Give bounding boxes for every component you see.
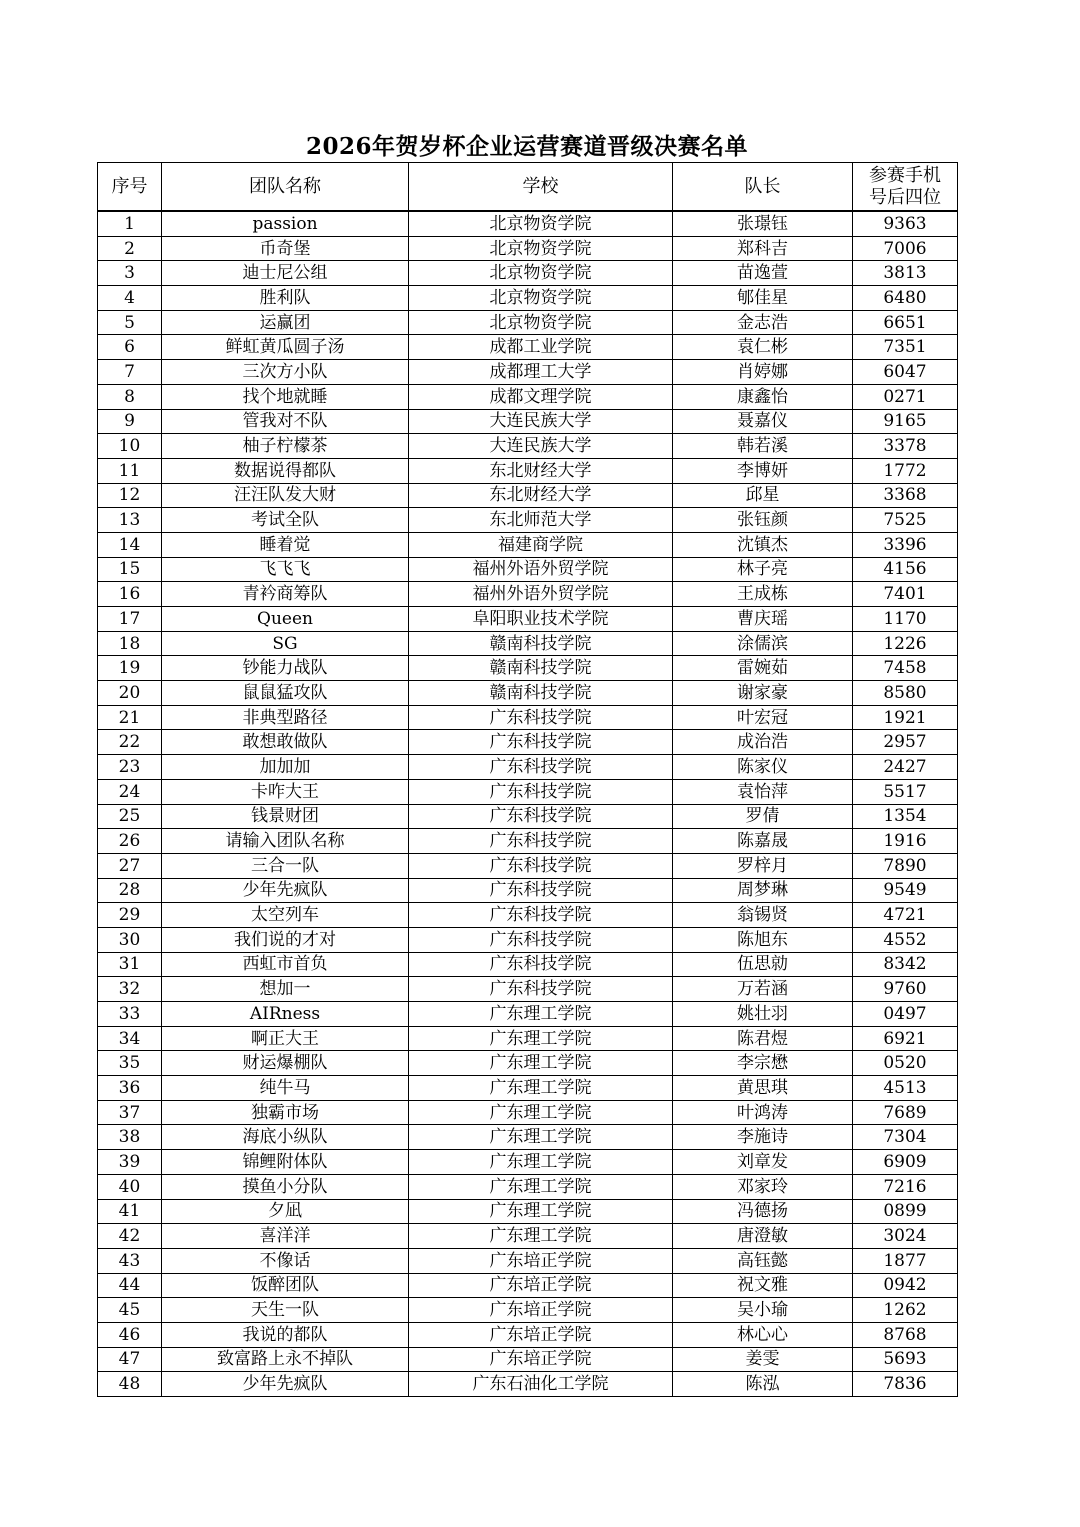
cell-index: 30 xyxy=(98,927,162,952)
header-phone-line1: 参赛手机 xyxy=(869,164,941,186)
cell-school: 广东石油化工学院 xyxy=(409,1372,673,1397)
table-row xyxy=(98,607,958,632)
cell-phone-last-four: 8768 xyxy=(853,1322,958,1347)
cell-phone-last-four: 6909 xyxy=(853,1150,958,1175)
cell-team-name: passion xyxy=(162,211,409,236)
cell-index: 2 xyxy=(98,236,162,261)
cell-index: 21 xyxy=(98,705,162,730)
table-row xyxy=(98,458,958,483)
cell-school: 广东培正学院 xyxy=(409,1347,673,1372)
cell-team-name: AIRness xyxy=(162,1002,409,1027)
cell-team-name: 饭醉团队 xyxy=(162,1273,409,1298)
cell-phone-last-four: 9760 xyxy=(853,977,958,1002)
cell-index: 28 xyxy=(98,878,162,903)
cell-index: 4 xyxy=(98,286,162,311)
header-team-name: 团队名称 xyxy=(162,163,409,212)
table-row xyxy=(98,261,958,286)
cell-team-name: 西虹市首负 xyxy=(162,952,409,977)
cell-phone-last-four: 7458 xyxy=(853,656,958,681)
table-row xyxy=(98,1174,958,1199)
table-row xyxy=(98,310,958,335)
table-row xyxy=(98,211,958,236)
cell-captain: 邱星 xyxy=(673,483,853,508)
cell-index: 44 xyxy=(98,1273,162,1298)
cell-phone-last-four: 6480 xyxy=(853,286,958,311)
cell-school: 广东理工学院 xyxy=(409,1150,673,1175)
cell-team-name: 加加加 xyxy=(162,755,409,780)
table-row xyxy=(98,631,958,656)
cell-school: 福建商学院 xyxy=(409,532,673,557)
cell-index: 24 xyxy=(98,779,162,804)
cell-captain: 金志浩 xyxy=(673,310,853,335)
table-row xyxy=(98,1100,958,1125)
cell-index: 33 xyxy=(98,1002,162,1027)
cell-captain: 李博妍 xyxy=(673,458,853,483)
document-title: 2026年贺岁杯企业运营赛道晋级决赛名单 xyxy=(305,133,748,160)
cell-team-name: 太空列车 xyxy=(162,903,409,928)
table-row xyxy=(98,360,958,385)
cell-index: 38 xyxy=(98,1125,162,1150)
cell-team-name: 致富路上永不掉队 xyxy=(162,1347,409,1372)
finalist-table xyxy=(97,162,958,1397)
cell-team-name: 钱景财团 xyxy=(162,804,409,829)
cell-school: 广东理工学院 xyxy=(409,1125,673,1150)
table-row xyxy=(98,483,958,508)
cell-index: 35 xyxy=(98,1051,162,1076)
table-row xyxy=(98,1076,958,1101)
cell-team-name: 飞飞飞 xyxy=(162,557,409,582)
table-row xyxy=(98,804,958,829)
cell-school: 赣南科技学院 xyxy=(409,656,673,681)
table-row xyxy=(98,1298,958,1323)
cell-captain: 陈旭东 xyxy=(673,927,853,952)
cell-team-name: 汪汪队发大财 xyxy=(162,483,409,508)
cell-phone-last-four: 1921 xyxy=(853,705,958,730)
cell-captain: 刘章发 xyxy=(673,1150,853,1175)
cell-team-name: 想加一 xyxy=(162,977,409,1002)
table-row xyxy=(98,681,958,706)
cell-index: 23 xyxy=(98,755,162,780)
cell-phone-last-four: 7304 xyxy=(853,1125,958,1150)
table-row xyxy=(98,1347,958,1372)
cell-phone-last-four: 1772 xyxy=(853,458,958,483)
header-captain: 队长 xyxy=(673,163,853,212)
cell-team-name: 不像话 xyxy=(162,1248,409,1273)
cell-captain: 谢家豪 xyxy=(673,681,853,706)
cell-school: 广东科技学院 xyxy=(409,878,673,903)
cell-phone-last-four: 4513 xyxy=(853,1076,958,1101)
cell-index: 18 xyxy=(98,631,162,656)
cell-phone-last-four: 5517 xyxy=(853,779,958,804)
cell-team-name: 钞能力战队 xyxy=(162,656,409,681)
cell-captain: 高钰懿 xyxy=(673,1248,853,1273)
cell-school: 广东理工学院 xyxy=(409,1199,673,1224)
table-row xyxy=(98,878,958,903)
cell-captain: 林心心 xyxy=(673,1322,853,1347)
cell-team-name: 青衿商筹队 xyxy=(162,582,409,607)
cell-school: 广东科技学院 xyxy=(409,705,673,730)
cell-captain: 万若涵 xyxy=(673,977,853,1002)
table-row xyxy=(98,829,958,854)
cell-school: 广东科技学院 xyxy=(409,730,673,755)
cell-index: 7 xyxy=(98,360,162,385)
cell-index: 48 xyxy=(98,1372,162,1397)
cell-captain: 林子亮 xyxy=(673,557,853,582)
cell-phone-last-four: 4552 xyxy=(853,927,958,952)
cell-team-name: 数据说得都队 xyxy=(162,458,409,483)
cell-school: 北京物资学院 xyxy=(409,310,673,335)
table-row xyxy=(98,903,958,928)
cell-index: 37 xyxy=(98,1100,162,1125)
cell-phone-last-four: 9549 xyxy=(853,878,958,903)
cell-phone-last-four: 5693 xyxy=(853,1347,958,1372)
cell-index: 46 xyxy=(98,1322,162,1347)
cell-team-name: 卡咋大王 xyxy=(162,779,409,804)
cell-team-name: 胜利队 xyxy=(162,286,409,311)
cell-captain: 袁怡萍 xyxy=(673,779,853,804)
cell-team-name: 找个地就睡 xyxy=(162,384,409,409)
cell-phone-last-four: 8342 xyxy=(853,952,958,977)
table-row xyxy=(98,927,958,952)
table-row xyxy=(98,409,958,434)
cell-school: 广东培正学院 xyxy=(409,1298,673,1323)
cell-index: 31 xyxy=(98,952,162,977)
table-row xyxy=(98,1026,958,1051)
cell-school: 福州外语外贸学院 xyxy=(409,582,673,607)
cell-school: 广东理工学院 xyxy=(409,1174,673,1199)
cell-school: 北京物资学院 xyxy=(409,261,673,286)
cell-team-name: 三合一队 xyxy=(162,853,409,878)
cell-index: 14 xyxy=(98,532,162,557)
cell-captain: 雷婉茹 xyxy=(673,656,853,681)
table-row xyxy=(98,1372,958,1397)
cell-captain: 成治浩 xyxy=(673,730,853,755)
cell-team-name: 迪士尼公组 xyxy=(162,261,409,286)
table-row xyxy=(98,582,958,607)
cell-captain: 祝文雅 xyxy=(673,1273,853,1298)
cell-school: 广东科技学院 xyxy=(409,977,673,1002)
cell-school: 大连民族大学 xyxy=(409,434,673,459)
cell-school: 广东科技学院 xyxy=(409,903,673,928)
table-row xyxy=(98,1002,958,1027)
table-row xyxy=(98,1125,958,1150)
cell-phone-last-four: 0899 xyxy=(853,1199,958,1224)
cell-team-name: 我说的都队 xyxy=(162,1322,409,1347)
cell-phone-last-four: 4721 xyxy=(853,903,958,928)
cell-team-name: 鼠鼠猛攻队 xyxy=(162,681,409,706)
cell-index: 42 xyxy=(98,1224,162,1249)
cell-index: 19 xyxy=(98,656,162,681)
table-row xyxy=(98,755,958,780)
cell-team-name: 财运爆棚队 xyxy=(162,1051,409,1076)
table-row xyxy=(98,434,958,459)
cell-team-name: 我们说的才对 xyxy=(162,927,409,952)
cell-index: 22 xyxy=(98,730,162,755)
cell-index: 10 xyxy=(98,434,162,459)
cell-captain: 叶鸿涛 xyxy=(673,1100,853,1125)
cell-index: 20 xyxy=(98,681,162,706)
cell-captain: 陈家仪 xyxy=(673,755,853,780)
header-phone-line2: 号后四位 xyxy=(869,186,941,208)
cell-phone-last-four: 3378 xyxy=(853,434,958,459)
cell-school: 赣南科技学院 xyxy=(409,681,673,706)
cell-team-name: 管我对不队 xyxy=(162,409,409,434)
cell-captain: 肖婷娜 xyxy=(673,360,853,385)
cell-school: 北京物资学院 xyxy=(409,211,673,236)
header-index: 序号 xyxy=(98,163,162,212)
cell-school: 广东理工学院 xyxy=(409,1076,673,1101)
cell-captain: 罗倩 xyxy=(673,804,853,829)
cell-captain: 郑科吉 xyxy=(673,236,853,261)
cell-index: 3 xyxy=(98,261,162,286)
cell-index: 45 xyxy=(98,1298,162,1323)
table-row xyxy=(98,236,958,261)
table-row xyxy=(98,1248,958,1273)
cell-index: 6 xyxy=(98,335,162,360)
cell-phone-last-four: 1877 xyxy=(853,1248,958,1273)
cell-phone-last-four: 7890 xyxy=(853,853,958,878)
cell-school: 成都理工大学 xyxy=(409,360,673,385)
cell-team-name: 纯牛马 xyxy=(162,1076,409,1101)
cell-index: 41 xyxy=(98,1199,162,1224)
cell-index: 36 xyxy=(98,1076,162,1101)
cell-school: 广东科技学院 xyxy=(409,755,673,780)
cell-team-name: 摸鱼小分队 xyxy=(162,1174,409,1199)
cell-team-name: 考试全队 xyxy=(162,508,409,533)
cell-team-name: Queen xyxy=(162,607,409,632)
cell-team-name: 运赢团 xyxy=(162,310,409,335)
cell-team-name: 锦鲤附体队 xyxy=(162,1150,409,1175)
cell-school: 广东科技学院 xyxy=(409,952,673,977)
cell-index: 13 xyxy=(98,508,162,533)
cell-school: 广东科技学院 xyxy=(409,853,673,878)
cell-phone-last-four: 4156 xyxy=(853,557,958,582)
cell-captain: 周梦琳 xyxy=(673,878,853,903)
cell-captain: 姚壮羽 xyxy=(673,1002,853,1027)
cell-school: 阜阳职业技术学院 xyxy=(409,607,673,632)
cell-phone-last-four: 0942 xyxy=(853,1273,958,1298)
cell-index: 26 xyxy=(98,829,162,854)
cell-phone-last-four: 2957 xyxy=(853,730,958,755)
cell-captain: 袁仁彬 xyxy=(673,335,853,360)
cell-team-name: 睡着觉 xyxy=(162,532,409,557)
cell-index: 11 xyxy=(98,458,162,483)
cell-captain: 张璟钰 xyxy=(673,211,853,236)
table-row xyxy=(98,977,958,1002)
cell-team-name: 非典型路径 xyxy=(162,705,409,730)
table-body xyxy=(98,211,958,1397)
cell-school: 广东培正学院 xyxy=(409,1322,673,1347)
cell-school: 东北师范大学 xyxy=(409,508,673,533)
cell-captain: 叶宏冠 xyxy=(673,705,853,730)
cell-index: 47 xyxy=(98,1347,162,1372)
cell-phone-last-four: 1262 xyxy=(853,1298,958,1323)
table-row xyxy=(98,1199,958,1224)
cell-team-name: 喜洋洋 xyxy=(162,1224,409,1249)
cell-team-name: 海底小纵队 xyxy=(162,1125,409,1150)
cell-captain: 黄思琪 xyxy=(673,1076,853,1101)
table-row xyxy=(98,1273,958,1298)
cell-phone-last-four: 9363 xyxy=(853,211,958,236)
cell-captain: 吴小瑜 xyxy=(673,1298,853,1323)
cell-index: 15 xyxy=(98,557,162,582)
cell-phone-last-four: 3368 xyxy=(853,483,958,508)
cell-team-name: 独霸市场 xyxy=(162,1100,409,1125)
cell-phone-last-four: 7216 xyxy=(853,1174,958,1199)
cell-index: 8 xyxy=(98,384,162,409)
cell-school: 东北财经大学 xyxy=(409,483,673,508)
cell-captain: 陈嘉晟 xyxy=(673,829,853,854)
header-phone-last-four xyxy=(853,163,958,212)
cell-team-name: SG xyxy=(162,631,409,656)
table-row xyxy=(98,508,958,533)
cell-school: 广东理工学院 xyxy=(409,1224,673,1249)
cell-school: 北京物资学院 xyxy=(409,236,673,261)
cell-captain: 涂儒滨 xyxy=(673,631,853,656)
cell-captain: 翁锡贤 xyxy=(673,903,853,928)
cell-school: 成都工业学院 xyxy=(409,335,673,360)
cell-index: 5 xyxy=(98,310,162,335)
cell-index: 12 xyxy=(98,483,162,508)
cell-phone-last-four: 8580 xyxy=(853,681,958,706)
cell-school: 广东培正学院 xyxy=(409,1273,673,1298)
header-school: 学校 xyxy=(409,163,673,212)
cell-index: 39 xyxy=(98,1150,162,1175)
table-row xyxy=(98,384,958,409)
table-row xyxy=(98,730,958,755)
cell-school: 广东科技学院 xyxy=(409,927,673,952)
cell-school: 广东科技学院 xyxy=(409,779,673,804)
cell-phone-last-four: 0497 xyxy=(853,1002,958,1027)
table-row xyxy=(98,1322,958,1347)
cell-phone-last-four: 6047 xyxy=(853,360,958,385)
cell-captain: 沈镇杰 xyxy=(673,532,853,557)
cell-school: 赣南科技学院 xyxy=(409,631,673,656)
cell-index: 40 xyxy=(98,1174,162,1199)
cell-captain: 陈君煜 xyxy=(673,1026,853,1051)
cell-team-name: 少年先疯队 xyxy=(162,878,409,903)
cell-school: 大连民族大学 xyxy=(409,409,673,434)
table-row xyxy=(98,1224,958,1249)
cell-phone-last-four: 3396 xyxy=(853,532,958,557)
table-header-row xyxy=(98,163,958,212)
table-row xyxy=(98,532,958,557)
cell-team-name: 少年先疯队 xyxy=(162,1372,409,1397)
cell-school: 广东理工学院 xyxy=(409,1026,673,1051)
cell-school: 成都文理学院 xyxy=(409,384,673,409)
cell-phone-last-four: 7006 xyxy=(853,236,958,261)
cell-index: 9 xyxy=(98,409,162,434)
cell-phone-last-four: 7689 xyxy=(853,1100,958,1125)
table-row xyxy=(98,952,958,977)
cell-school: 广东科技学院 xyxy=(409,829,673,854)
cell-school: 广东理工学院 xyxy=(409,1100,673,1125)
cell-captain: 苗逸萱 xyxy=(673,261,853,286)
cell-phone-last-four: 7836 xyxy=(853,1372,958,1397)
cell-captain: 罗梓月 xyxy=(673,853,853,878)
cell-team-name: 天生一队 xyxy=(162,1298,409,1323)
table-row xyxy=(98,853,958,878)
cell-captain: 冯德扬 xyxy=(673,1199,853,1224)
cell-phone-last-four: 7525 xyxy=(853,508,958,533)
cell-captain: 聂嘉仪 xyxy=(673,409,853,434)
cell-captain: 张钰颜 xyxy=(673,508,853,533)
cell-phone-last-four: 9165 xyxy=(853,409,958,434)
cell-index: 29 xyxy=(98,903,162,928)
cell-phone-last-four: 6651 xyxy=(853,310,958,335)
cell-team-name: 鲜虹黄瓜圆子汤 xyxy=(162,335,409,360)
cell-phone-last-four: 7351 xyxy=(853,335,958,360)
cell-index: 25 xyxy=(98,804,162,829)
cell-team-name: 币奇堡 xyxy=(162,236,409,261)
cell-school: 广东理工学院 xyxy=(409,1051,673,1076)
cell-index: 17 xyxy=(98,607,162,632)
cell-index: 16 xyxy=(98,582,162,607)
table-row xyxy=(98,705,958,730)
cell-phone-last-four: 3024 xyxy=(853,1224,958,1249)
cell-phone-last-four: 1354 xyxy=(853,804,958,829)
cell-phone-last-four: 6921 xyxy=(853,1026,958,1051)
cell-index: 1 xyxy=(98,211,162,236)
cell-phone-last-four: 1916 xyxy=(853,829,958,854)
table-row xyxy=(98,286,958,311)
cell-captain: 邓家玲 xyxy=(673,1174,853,1199)
cell-school: 福州外语外贸学院 xyxy=(409,557,673,582)
cell-phone-last-four: 1170 xyxy=(853,607,958,632)
cell-school: 广东理工学院 xyxy=(409,1002,673,1027)
cell-school: 广东科技学院 xyxy=(409,804,673,829)
cell-school: 北京物资学院 xyxy=(409,286,673,311)
cell-index: 27 xyxy=(98,853,162,878)
cell-captain: 李施诗 xyxy=(673,1125,853,1150)
cell-captain: 陈泓 xyxy=(673,1372,853,1397)
cell-index: 34 xyxy=(98,1026,162,1051)
cell-captain: 李宗懋 xyxy=(673,1051,853,1076)
cell-phone-last-four: 2427 xyxy=(853,755,958,780)
cell-index: 43 xyxy=(98,1248,162,1273)
cell-phone-last-four: 7401 xyxy=(853,582,958,607)
cell-team-name: 夕凪 xyxy=(162,1199,409,1224)
cell-captain: 郇佳星 xyxy=(673,286,853,311)
cell-team-name: 请输入团队名称 xyxy=(162,829,409,854)
cell-captain: 韩若溪 xyxy=(673,434,853,459)
cell-phone-last-four: 0271 xyxy=(853,384,958,409)
cell-phone-last-four: 3813 xyxy=(853,261,958,286)
cell-captain: 伍思勍 xyxy=(673,952,853,977)
table-row xyxy=(98,335,958,360)
cell-phone-last-four: 0520 xyxy=(853,1051,958,1076)
cell-index: 32 xyxy=(98,977,162,1002)
cell-school: 东北财经大学 xyxy=(409,458,673,483)
cell-phone-last-four: 1226 xyxy=(853,631,958,656)
table-row xyxy=(98,656,958,681)
cell-school: 广东培正学院 xyxy=(409,1248,673,1273)
cell-team-name: 啊正大王 xyxy=(162,1026,409,1051)
cell-team-name: 三次方小队 xyxy=(162,360,409,385)
table-row xyxy=(98,1150,958,1175)
table-row xyxy=(98,779,958,804)
cell-team-name: 柚子柠檬茶 xyxy=(162,434,409,459)
cell-captain: 康鑫怡 xyxy=(673,384,853,409)
cell-captain: 唐澄敏 xyxy=(673,1224,853,1249)
cell-team-name: 敢想敢做队 xyxy=(162,730,409,755)
cell-captain: 曹庆瑶 xyxy=(673,607,853,632)
cell-captain: 姜雯 xyxy=(673,1347,853,1372)
table-row xyxy=(98,1051,958,1076)
cell-captain: 王成栋 xyxy=(673,582,853,607)
table-row xyxy=(98,557,958,582)
